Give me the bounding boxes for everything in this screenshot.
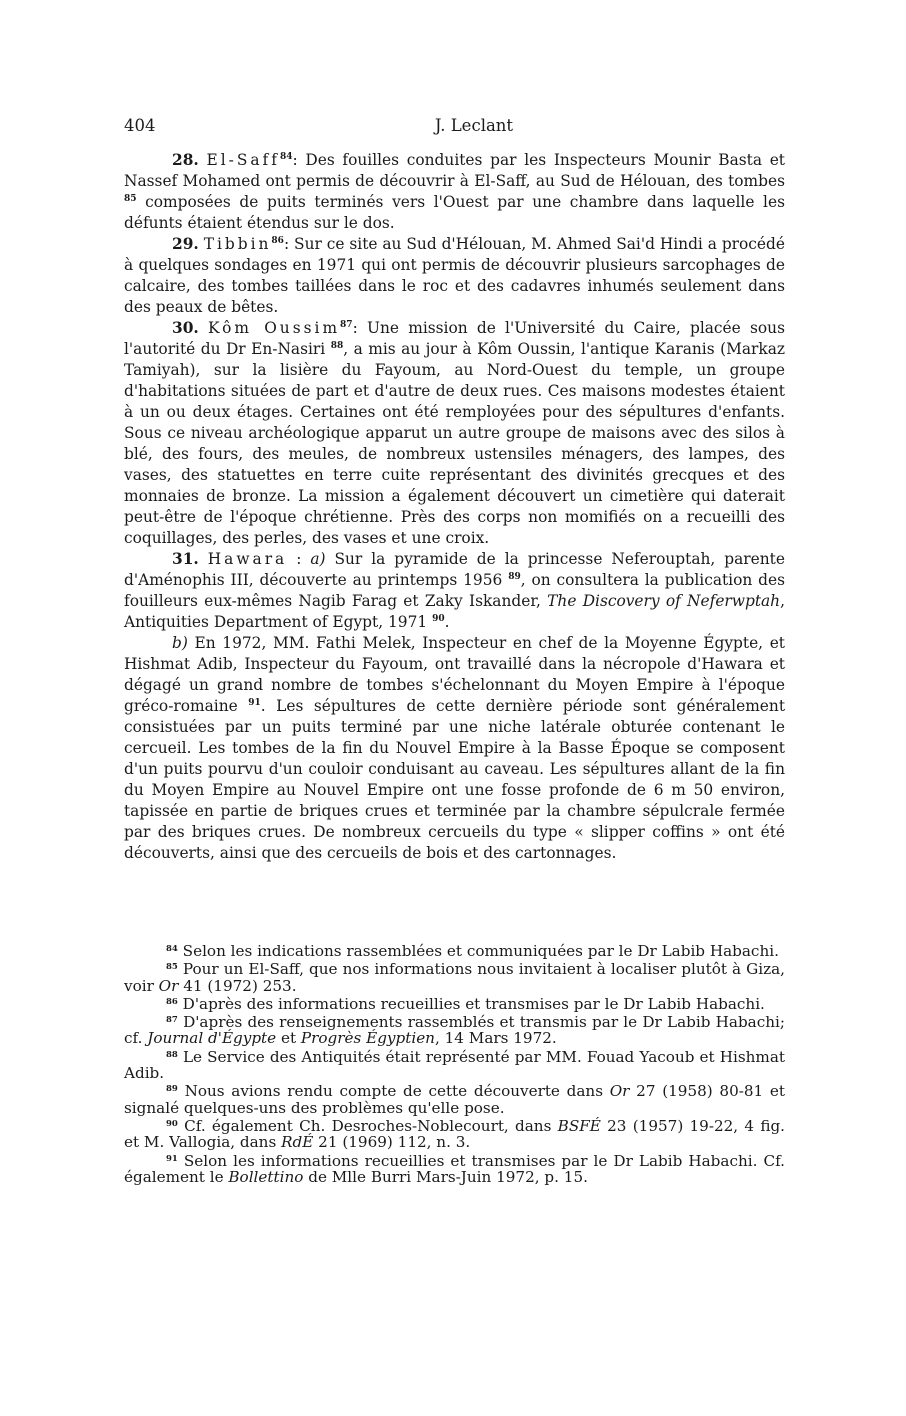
section-number: 30. xyxy=(172,319,199,337)
footnote-number: 91 xyxy=(166,1153,178,1164)
page-header xyxy=(124,112,784,140)
footnote-number: 85 xyxy=(166,962,178,973)
italic-text: The Discovery of Neferwptah xyxy=(547,592,781,610)
site-name: Kôm Oussim xyxy=(208,319,341,337)
italic-text: Progrès Égyptien xyxy=(300,1029,435,1048)
text-run: Pour un El-Saff, que nos informations nous invitaient à localiser plutôt à Giza, voir xyxy=(124,960,785,995)
footnote-ref: 90 xyxy=(432,614,445,624)
italic-text: Or xyxy=(609,1082,630,1101)
text-run: 21 (1969) 112, n. 3. xyxy=(313,1133,471,1152)
footnote-number: 88 xyxy=(166,1049,178,1060)
text-run: , on consultera la publication des fouilleurs eux-mêmes Nagib Farag et Zaky Iskander, xyxy=(124,571,786,610)
text-run: 27 (1958) 80-81 et signalé quelques-uns des problèmes qu'elle pose. xyxy=(124,1082,785,1117)
footnote-number: 87 xyxy=(166,1015,178,1026)
text-run: Cf. également Ch. Desroches-Noblecourt, dans xyxy=(184,1116,558,1135)
text-run: Nous avions rendu compte de cette découverte dans xyxy=(184,1082,610,1101)
footnote xyxy=(124,1118,785,1151)
section-number: 31. xyxy=(172,550,199,568)
text-run: : Des fouilles conduites par les Inspecteurs Mounir Basta et Nassef Mohamed ont permis de découvrir à El-Saff, au Sud de Hélouan, des tombes xyxy=(124,151,785,190)
footnote-ref: 89 xyxy=(508,572,521,582)
paragraph xyxy=(124,150,785,234)
footnote xyxy=(124,943,785,959)
site-name: Hawara xyxy=(207,550,288,568)
text-run: En 1972, MM. Fathi Melek, Inspecteur en chef de la Moyenne Égypte, et Hishmat Adib, Inspecteur du Fayoum, ont travaillé dans la nécropole d'Hawara et dégagé un grand nombre de tombes s'échelonnant du Moyen Empire à l'époque gréco-romaine xyxy=(124,634,785,715)
italic-text: BSFÉ xyxy=(557,1116,601,1135)
paragraph xyxy=(124,318,785,549)
italic-text: RdÉ xyxy=(281,1133,314,1152)
text-run: , Antiquities Department of Egypt, 1971 xyxy=(124,592,785,631)
section-number: 29. xyxy=(172,235,199,253)
italic-text: b) xyxy=(172,634,188,652)
footnote-number: 84 xyxy=(166,944,178,954)
text-run: : Sur ce site au Sud d'Hélouan, M. Ahmed Sai'd Hindi a procédé à quelques sondages en 1971 qui ont permis de découvrir plusieurs sarcophages de calcaire, des tombes taillées dans le roc et des cadavres inhumés seulement dans des peaux de bêtes. xyxy=(124,235,785,316)
text-run: . xyxy=(444,613,450,631)
footnote-ref: 87 xyxy=(340,320,353,330)
paragraph xyxy=(124,234,785,318)
text-run: composées de puits terminés vers l'Ouest par une chambre dans laquelle les défunts étaient étendus sur le dos. xyxy=(124,193,785,232)
footnote-number: 89 xyxy=(166,1084,178,1095)
text-run: 41 (1972) 253. xyxy=(178,976,297,995)
site-name: El-Saff xyxy=(206,151,280,169)
text-run: D'après des informations recueillies et transmises par le Dr Labib Habachi. xyxy=(182,994,765,1013)
text-run: et xyxy=(276,1029,301,1048)
site-name: Tibbin xyxy=(203,235,272,253)
text-run: Sur la pyramide de la princesse Neferouptah, parente d'Aménophis III, découverte au printemps 1956 xyxy=(124,550,785,589)
text-run: , a mis au jour à Kôm Oussin, l'antique Karanis (Markaz Tamiyah), sur la lisière du Fayoum, au Nord-Ouest du temple, un groupe d'habitations situées de part et d'autre de deux rues. Ces maisons modestes étaient à un ou deux étages. Certaines ont été remployées pour des sépultures d'enfants. Sous ce niveau archéologique apparut un autre groupe de maisons avec des silos à blé, des fours, des meules, de nombreux ustensiles ménagers, des lampes, des vases, des statuettes en terre cuite représentant des divinités grecques et des monnaies de bronze. La mission a également découvert un cimetière qui daterait peut-être de l'époque chrétienne. Près des corps non momifiés on a recueilli des coquillages, des perles, des vases et une croix. xyxy=(124,340,785,547)
footnote xyxy=(124,996,785,1012)
text-run: . Les sépultures de cette dernière période sont généralement consistuées par un puits terminé par une niche latérale obturée contenant le cercueil. Les tombes de la fin du Nouvel Empire à la Basse Époque se composent d'un puits pourvu d'un couloir conduisant au caveau. Les sépultures allant de la fin du Moyen Empire au Nouvel Empire ont une fosse profonde de 6 m 50 environ, tapissée en partie de briques crues et terminée par la chambre sépulcrale fermée par des briques crues. De nombreux cercueils du type « slipper coffins » ont été découverts, ainsi que des cercueils de bois et des cartonnages. xyxy=(124,697,786,862)
footnote xyxy=(124,961,785,994)
footnote xyxy=(124,1049,785,1082)
footnote-ref: 84 xyxy=(279,152,293,162)
text-run: Selon les informations recueillies et transmises par le Dr Labib Habachi. Cf. également le xyxy=(124,1151,785,1186)
footnote xyxy=(124,1083,785,1116)
footnote-ref: 91 xyxy=(248,698,261,708)
italic-text: Bollettino xyxy=(228,1167,304,1186)
section-number: 28. xyxy=(172,151,199,169)
text-run: , 14 Mars 1972. xyxy=(434,1029,557,1048)
paragraph xyxy=(124,633,785,864)
running-title: J. Leclant xyxy=(434,116,514,135)
footnote-ref: 88 xyxy=(330,341,344,351)
text-run: de Mlle Burri Mars-Juin 1972, p. 15. xyxy=(303,1167,588,1186)
italic-text: Or xyxy=(158,976,179,995)
footnote-number: 90 xyxy=(166,1118,178,1129)
footnote xyxy=(124,1153,785,1186)
body-text xyxy=(124,150,785,864)
text-run: : Une mission de l'Université du Caire, placée sous l'autorité du Dr En-Nasiri xyxy=(124,319,785,358)
text-run: : xyxy=(287,550,311,568)
footnote-ref: 85 xyxy=(124,194,137,204)
footnote xyxy=(124,1014,785,1047)
text-run: D'après des renseignements rassemblés et transmis par le Dr Labib Habachi; cf. xyxy=(124,1013,785,1048)
text-run: Selon les indications rassemblées et communiquées par le Dr Labib Habachi. xyxy=(182,942,779,960)
text-run: 23 (1957) 19-22, 4 fig. et M. Vallogia, dans xyxy=(124,1116,786,1152)
paragraph xyxy=(124,549,785,633)
footnotes xyxy=(124,943,785,1187)
page-number: 404 xyxy=(124,116,156,135)
text-run: Le Service des Antiquités était représenté par MM. Fouad Yacoub et Hishmat Adib. xyxy=(124,1047,785,1083)
italic-text: Journal d'Égypte xyxy=(147,1029,277,1048)
italic-text: a) xyxy=(310,550,326,568)
footnote-number: 86 xyxy=(166,996,178,1007)
footnote-ref: 86 xyxy=(271,236,284,246)
